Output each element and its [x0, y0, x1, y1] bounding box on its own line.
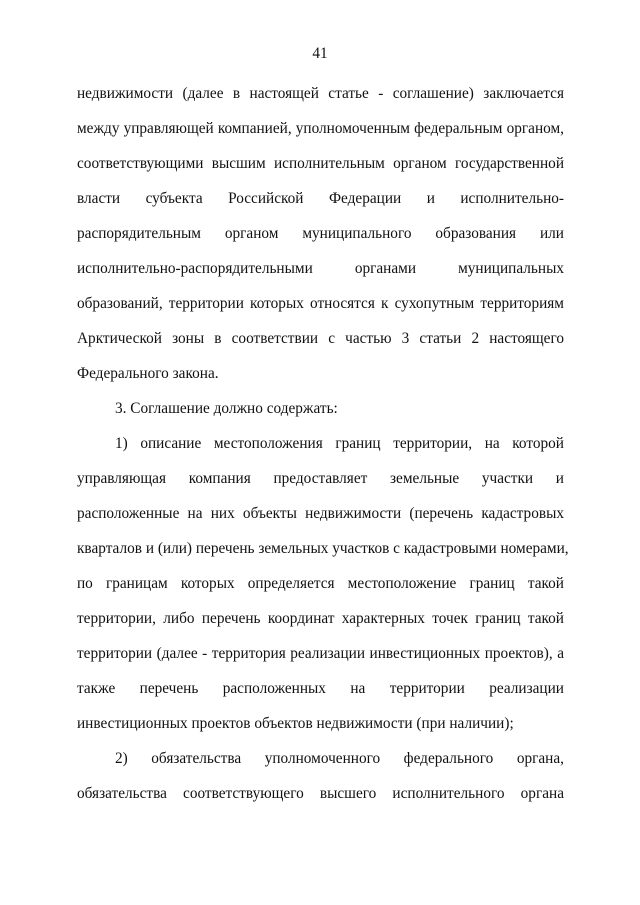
text-line: исполнительно-распорядительными органами муниципальных — [77, 260, 564, 277]
paragraph-heading: 3. Соглашение должно содержать: — [115, 400, 338, 417]
text-line: распорядительным органом муниципального образования или — [77, 225, 564, 242]
text-line: кварталов и (или) перечень земельных участков с кадастровыми номерами, — [77, 540, 569, 557]
text-line: территории (далее - территория реализации инвестиционных проектов), а — [77, 645, 564, 662]
text-line: по границам которых определяется местоположение границ такой — [77, 575, 564, 592]
text-line: власти субъекта Российской Федерации и исполнительно- — [77, 190, 564, 207]
text-line: инвестиционных проектов объектов недвижимости (при наличии); — [77, 715, 514, 732]
page-number: 41 — [312, 45, 328, 62]
text-line: обязательства соответствующего высшего исполнительного органа — [77, 785, 564, 802]
text-line: 2) обязательства уполномоченного федерального органа, — [115, 750, 564, 767]
text-line: Федерального закона. — [77, 365, 219, 382]
text-line: соответствующими высшим исполнительным органом государственной — [77, 155, 564, 172]
text-line: управляющая компания предоставляет земельные участки и — [77, 470, 564, 487]
text-line: недвижимости (далее в настоящей статье - соглашение) заключается — [77, 85, 564, 102]
text-line: между управляющей компанией, уполномоченным федеральным органом, — [77, 120, 564, 137]
text-line: Арктической зоны в соответствии с частью 3 статьи 2 настоящего — [77, 330, 564, 347]
text-line: образований, территории которых относятся к сухопутным территориям — [77, 295, 564, 312]
text-line: территории, либо перечень координат характерных точек границ такой — [77, 610, 564, 627]
text-line: расположенные на них объекты недвижимости (перечень кадастровых — [77, 505, 564, 522]
text-line: 1) описание местоположения границ территории, на которой — [115, 435, 564, 452]
text-line: также перечень расположенных на территории реализации — [77, 680, 564, 697]
